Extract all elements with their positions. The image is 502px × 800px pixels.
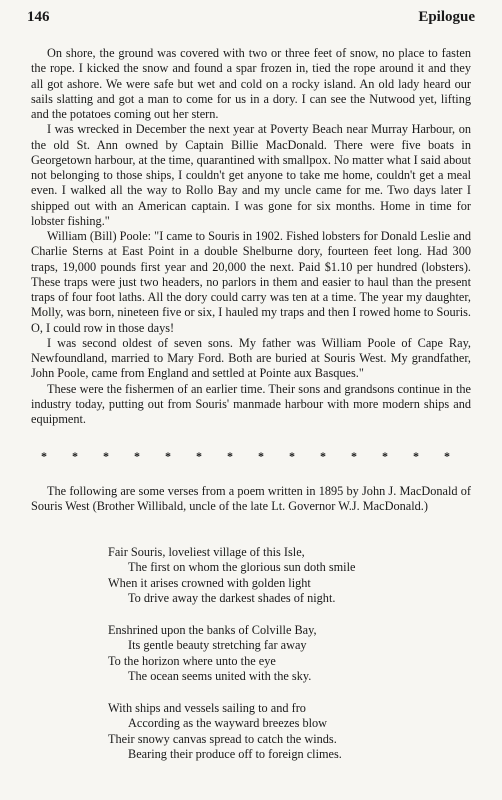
poem-intro: The following are some verses from a poem written in 1895 by John J. MacDonald of Souris West (Brother Willibald, uncle of the late Lt. Governor W.J. MacDonald.) xyxy=(31,483,471,513)
paragraph: I was second oldest of seven sons. My father was William Poole of Cape Ray, Newfoundland, married to Mary Ford. Both are buried at Souris West. My grandfather, John Poole, came from England and settled at Pointe aux Basques." xyxy=(31,335,471,381)
poem-line: Enshrined upon the banks of Colville Bay, xyxy=(108,623,317,637)
paragraph: On shore, the ground was covered with two or three feet of snow, no place to fasten the rope. I kicked the snow and found a spar frozen in, tied the rope around it and they all got ashore. We were safe but wet and cold on a rocky island. An old lady heard our sails slatting and got a man to come for us in a dory. I can see the Nutwood yet, lifting and the potatoes coming out her stern. xyxy=(31,46,471,121)
poem-line: Bearing their produce off to foreign climes. xyxy=(128,746,342,761)
poem-stanza-2 xyxy=(108,623,448,684)
paragraph: These were the fishermen of an earlier time. Their sons and grandsons continue in the industry today, putting out from Souris' manmade harbour with more modern ships and equipment. xyxy=(31,381,471,426)
poem-line: With ships and vessels sailing to and fro xyxy=(108,701,306,715)
poem-stanza-3 xyxy=(108,701,448,762)
section-title: Epilogue xyxy=(418,9,475,25)
poem-line: Its gentle beauty stretching far away xyxy=(128,638,307,653)
poem-line: The first on whom the glorious sun doth smile xyxy=(128,560,356,575)
section-separator: * * * * * * * * * * * * * * xyxy=(41,449,461,464)
poem-line: According as the wayward breezes blow xyxy=(128,716,328,731)
paragraph: William (Bill) Poole: "I came to Souris in 1902. Fished lobsters for Donald Leslie and Charlie Sterns at East Point in a double Shelburne dory, fourteen feet long. Had 300 traps, 19,000 pounds first year and 20,000 the next. Paid $1.10 per hundred (lobsters). These traps were just two headers, no parlors in them and easier to haul than the present traps of four foot laths. All the dory could carry was ten at a time. The year my daughter, Molly, was born, nineteen five or six, I hauled my traps and then I rowed home to Souris. O, I could row in those days! xyxy=(31,229,471,335)
paragraph: I was wrecked in December the next year at Poverty Beach near Murray Harbour, on the old St. Ann owned by Captain Billie MacDonald. There were five boats in Georgetown harbour, at the time, quarantined with smallpox. No matter what I said about not belonging to those ships, I couldn't get anyone to take me home, couldn't get a meal even. I walked all the way to Rollo Bay and my uncle came for me. Two days later I shipped out with an American captain. I was gone for six months. Home in time for lobster fishing." xyxy=(31,122,471,228)
poem-line: To drive away the darkest shades of night. xyxy=(128,590,336,605)
poem-line: Their snowy canvas spread to catch the winds. xyxy=(108,731,337,746)
poem-line: When it arises crowned with golden light xyxy=(108,575,311,590)
running-header xyxy=(27,9,475,29)
poem-line: The ocean seems united with the sky. xyxy=(128,668,312,683)
poem-stanza-1 xyxy=(108,545,448,606)
poem-line: Fair Souris, loveliest village of this Isle, xyxy=(108,545,305,559)
poem-line: To the horizon where unto the eye xyxy=(108,653,276,668)
body-text xyxy=(31,46,471,514)
page-number: 146 xyxy=(27,9,50,25)
